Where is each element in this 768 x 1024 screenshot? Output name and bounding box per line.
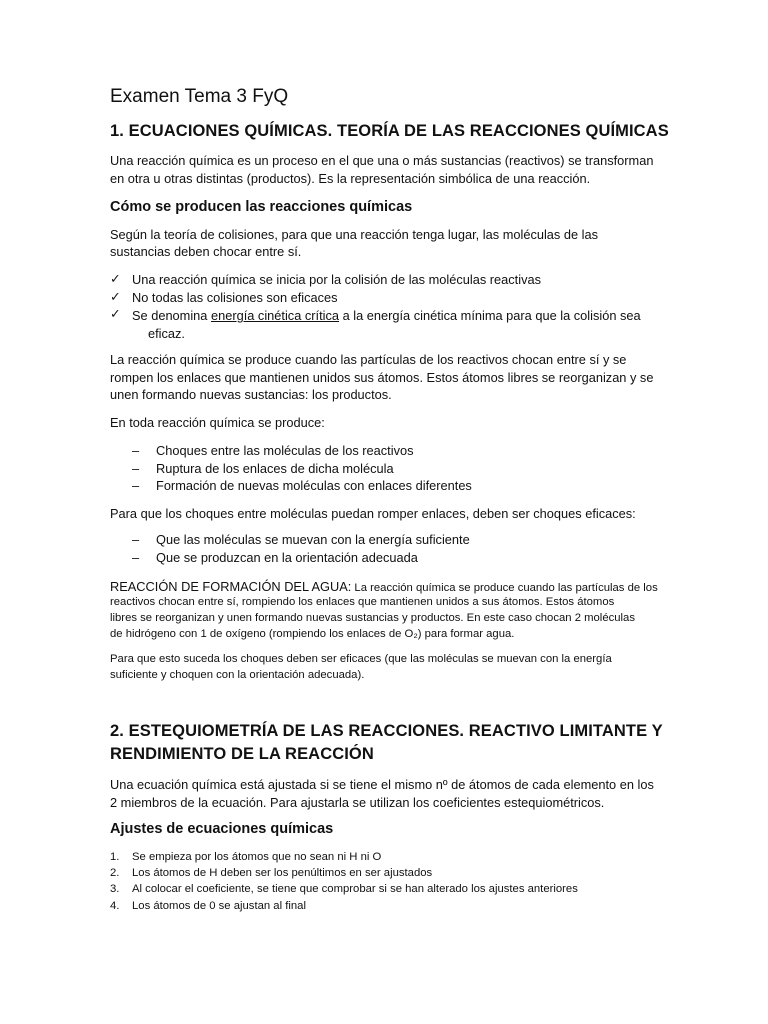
paragraph-line: suficiente y choquen con la orientación adecuada). [110, 669, 365, 681]
dash-marker: – [132, 550, 140, 565]
water-label: REACCIÓN DE FORMACIÓN DEL AGUA: [110, 579, 352, 594]
water-text: La reacción química se produce cuando las partículas de los [351, 582, 658, 594]
dash-item: Que las moléculas se muevan con la energía suficiente [156, 532, 470, 547]
step-text: Los átomos de H deben ser los penúltimos en ser ajustados [132, 867, 433, 879]
check-item-continuation: eficaz. [148, 326, 185, 341]
check-item: Una reacción química se inicia por la colisión de las moléculas reactivas [132, 272, 541, 287]
step-number: 3. [110, 883, 120, 895]
key-term: energía cinética crítica [210, 308, 340, 323]
water-paragraph-line: reactivos chocan entre sí, rompiendo los enlaces que mantienen unidos a sus átomos. Estos átomos [110, 596, 615, 608]
document-title: Examen Tema 3 FyQ [110, 86, 289, 107]
section1-intro-line: en otra u otras distintas (productos). Es la representación simbólica de una reacción. [110, 171, 591, 186]
paragraph-line: Para que los choques entre moléculas puedan romper enlaces, deben ser choques eficaces: [110, 506, 636, 521]
step-number: 1. [110, 851, 120, 863]
step-number: 4. [110, 900, 120, 912]
check-icon: ✓ [110, 271, 121, 286]
check-item-text: Se denomina [132, 308, 211, 323]
section1-heading: 1. ECUACIONES QUÍMICAS. TEORÍA DE LAS REACCIONES QUÍMICAS [110, 122, 669, 140]
section2-subheading: Ajustes de ecuaciones químicas [110, 821, 334, 837]
collision-line: Según la teoría de colisiones, para que una reacción tenga lugar, las moléculas de las [110, 227, 599, 242]
section2-heading: RENDIMIENTO DE LA REACCIÓN [110, 745, 374, 763]
water-paragraph-line [110, 578, 658, 596]
dash-marker: – [132, 443, 140, 458]
paragraph-line: La reacción química se produce cuando las partículas de los reactivos chocan entre sí y se [110, 352, 627, 367]
paragraph-line: Para que esto suceda los choques deben ser eficaces (que las moléculas se muevan con la energía [110, 653, 612, 665]
section2-intro-line: Una ecuación química está ajustada si se tiene el mismo nº de átomos de cada elemento en los [110, 777, 654, 792]
section1-subheading: Cómo se producen las reacciones químicas [110, 199, 413, 215]
dash-item: Formación de nuevas moléculas con enlaces diferentes [156, 478, 472, 493]
water-paragraph-line: libres se reorganizan y unen formando nuevas sustancias y productos. En este caso chocan 2 moléculas [110, 612, 635, 624]
section2-heading: 2. ESTEQUIOMETRÍA DE LAS REACCIONES. REACTIVO LIMITANTE Y [110, 722, 663, 740]
check-item-text: a la energía cinética mínima para que la colisión sea [339, 308, 641, 323]
step-text: Los átomos de 0 se ajustan al final [132, 900, 306, 912]
check-icon: ✓ [110, 289, 121, 304]
paragraph-line: En toda reacción química se produce: [110, 415, 325, 430]
dash-marker: – [132, 461, 140, 476]
dash-marker: – [132, 532, 140, 547]
check-icon: ✓ [110, 306, 121, 321]
section1-intro-line: Una reacción química es un proceso en el que una o más sustancias (reactivos) se transforman [110, 153, 654, 168]
step-number: 2. [110, 867, 120, 879]
check-item: No todas las colisiones son eficaces [132, 290, 338, 305]
dash-item: Choques entre las moléculas de los reactivos [156, 443, 414, 458]
water-paragraph-line: de hidrógeno con 1 de oxígeno (rompiendo los enlaces de O₂) para formar agua. [110, 628, 515, 640]
dash-item: Ruptura de los enlaces de dicha molécula [156, 461, 394, 476]
step-text: Al colocar el coeficiente, se tiene que comprobar si se han alterado los ajustes anteriores [132, 883, 578, 895]
paragraph-line: rompen los enlaces que mantienen unidos sus átomos. Estos átomos libres se reorganizan y se [110, 370, 654, 385]
check-item [132, 308, 641, 323]
dash-marker: – [132, 478, 140, 493]
paragraph-line: unen formando nuevas sustancias: los productos. [110, 387, 392, 402]
dash-item: Que se produzcan en la orientación adecuada [156, 550, 418, 565]
step-text: Se empieza por los átomos que no sean ni H ni O [132, 851, 382, 863]
section2-intro-line: 2 miembros de la ecuación. Para ajustarla se utilizan los coeficientes estequiométricos. [110, 795, 605, 810]
collision-line: sustancias deben chocar entre sí. [110, 244, 302, 259]
